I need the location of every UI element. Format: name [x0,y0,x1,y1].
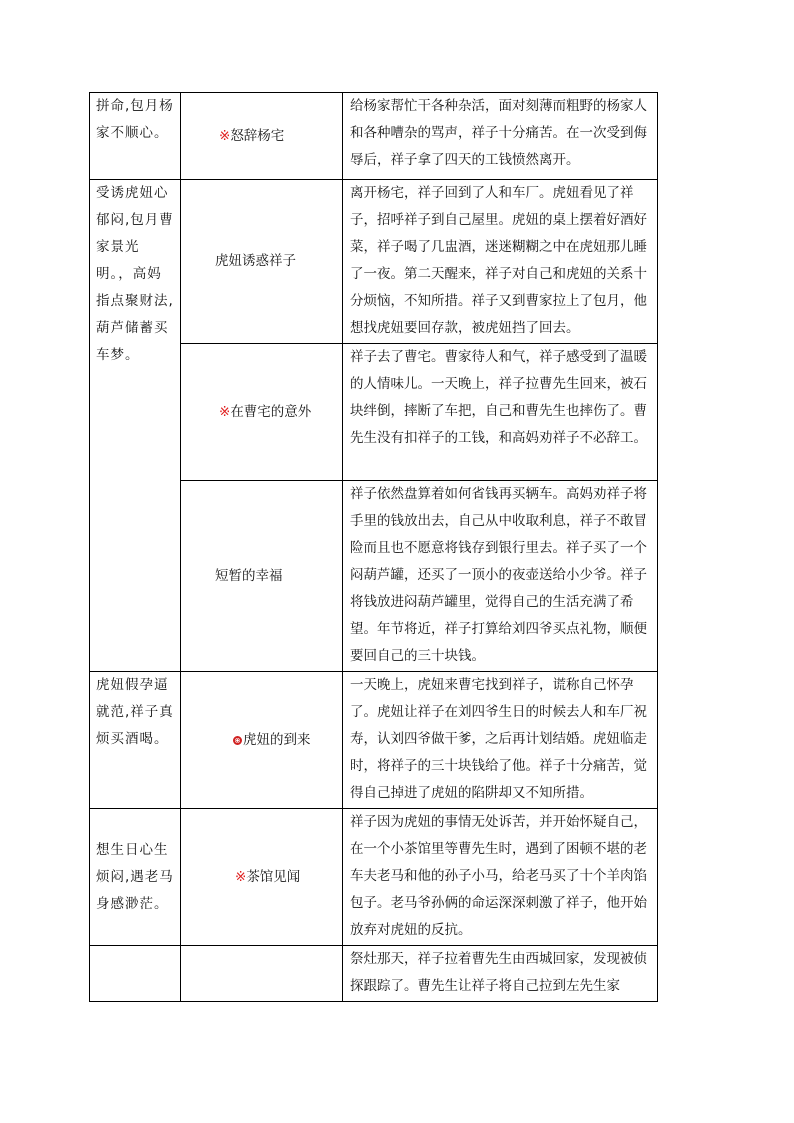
summary-cell: 受诱虎妞心郁闷,包月曹家景光明。，高妈指点聚财法,葫芦储蓄买车梦。 [90,180,181,672]
section-cell [181,672,343,809]
content-cell: 给杨家帮忙干各种杂活，面对刻薄而粗野的杨家人和各种嘈杂的骂声，祥子十分痛苦。在一次受到侮辱后，祥子拿了四天的工钱愤然离开。 [343,93,658,180]
section-title: 短暂的幸福 [215,567,283,584]
table-row [90,946,658,1002]
summary-cell: 想生日心生烦闷,遇老马身感渺茫。 [90,809,181,946]
circle-mark-icon [233,736,242,745]
section-cell [181,809,343,946]
reference-mark-icon: ※ [235,868,247,885]
table-row [90,809,658,946]
table-row [90,180,658,344]
content-cell: 祥子依然盘算着如何省钱再买辆车。高妈劝祥子将手里的钱放出去，自己从中收取利息，祥子不敢冒险而且也不愿意将钱存到银行里去。祥子买了一个闷葫芦罐，还买了一顶小的夜壶送给小少爷。祥子将钱放进闷葫芦罐里，觉得自己的生活充满了希望。年节将近，祥子打算给刘四爷买点礼物，顺便要回自己的三十块钱。 [343,481,658,672]
reference-mark-icon: ※ [219,403,231,420]
summary-cell: 虎妞假孕逼就范,祥子真烦买酒喝。 [90,672,181,809]
table-row [90,93,658,180]
summary-cell: 拼命,包月杨家不顺心。 [90,93,181,180]
section-cell [181,946,343,1002]
section-cell [181,481,343,672]
section-cell [181,180,343,344]
section-title: 虎妞的到来 [243,731,311,748]
section-title: 怒辞杨宅 [230,128,285,144]
section-cell [181,93,343,180]
plot-summary-table [89,92,658,1002]
content-cell: 祥子因为虎妞的事情无处诉苦，并开始怀疑自己，在一个小茶馆里等曹先生时，遇到了困顿不堪的老车夫老马和他的孙子小马，给老马买了十个羊肉馅包子。老马爷孙俩的命运深深刺激了祥子，他开始放弃对虎妞的反抗。 [343,809,658,946]
section-title: 虎妞诱惑祥子 [215,253,296,269]
section-cell [181,344,343,481]
content-cell: 离开杨宅，祥子回到了人和车厂。虎妞看见了祥子，招呼祥子到自己屋里。虎妞的桌上摆着好酒好菜，祥子喝了几盅酒，迷迷糊糊之中在虎妞那儿睡了一夜。第二天醒来，祥子对自己和虎妞的关系十分烦恼，不知所措。祥子又到曹家拉上了包月，他想找虎妞要回存款，被虎妞挡了回去。 [343,180,658,344]
table-row [90,672,658,809]
section-title: 在曹宅的意外 [230,403,312,420]
summary-cell [90,946,181,1002]
content-cell: 一天晚上，虎妞来曹宅找到祥子，谎称自己怀孕了。虎妞让祥子在刘四爷生日的时候去人和车厂祝寿，认刘四爷做干爹，之后再计划结婚。虎妞临走时，将祥子的三十块钱给了他。祥子十分痛苦，觉得自己掉进了虎妞的陷阱却又不知所措。 [343,672,658,809]
content-cell: 祥子去了曹宅。曹家待人和气，祥子感受到了温暖的人情味儿。一天晚上，祥子拉曹先生回来，被石块绊倒，摔断了车把，自己和曹先生也摔伤了。曹先生没有扣祥子的工钱，和高妈劝祥子不必辞工。 [343,344,658,481]
content-cell: 祭灶那天，祥子拉着曹先生由西城回家，发现被侦探跟踪了。曹先生让祥子将自己拉到左先生家 [343,946,658,1002]
reference-mark-icon: ※ [219,128,231,144]
section-title: 茶馆见闻 [246,868,301,885]
